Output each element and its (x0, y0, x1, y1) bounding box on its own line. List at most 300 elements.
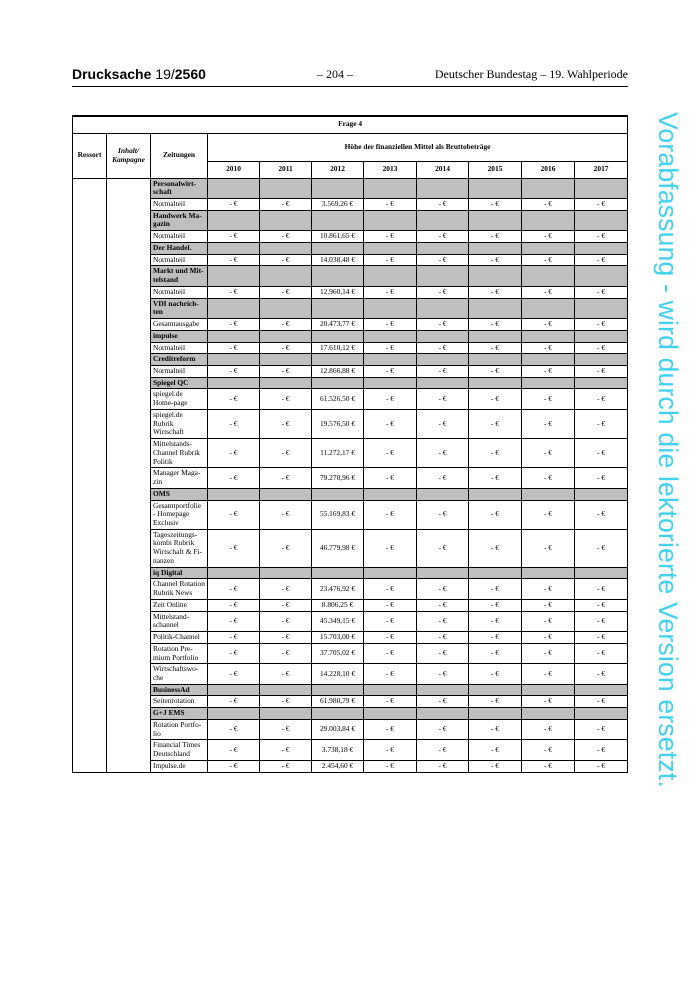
doc-number: 2560 (174, 66, 206, 82)
amount-cell: 3.738,18 € (312, 740, 364, 760)
year-header: 2017 (575, 161, 628, 178)
amount-cell: - € (522, 500, 575, 529)
table-row (73, 198, 628, 210)
amount-cell: 14.038,48 € (312, 254, 364, 266)
amount-cell: - € (364, 579, 417, 599)
group-fill-cell (260, 242, 312, 254)
amount-cell: - € (417, 696, 469, 708)
amount-cell: 37.705,02 € (312, 643, 364, 663)
amount-cell: - € (417, 439, 469, 468)
placement-name: Channel Rotation Rubrik News (151, 579, 208, 599)
amount-cell: - € (260, 579, 312, 599)
outlet-group-row (73, 354, 628, 366)
amount-cell: 29.003,84 € (312, 719, 364, 739)
amount-cell: 61.526,50 € (312, 389, 364, 409)
table-row (73, 365, 628, 377)
group-fill-cell (208, 178, 260, 198)
group-fill-cell (469, 330, 522, 342)
amount-cell: - € (260, 696, 312, 708)
amount-cell: - € (364, 254, 417, 266)
amount-cell: - € (417, 760, 469, 772)
amount-cell: - € (260, 599, 312, 611)
group-fill-cell (364, 266, 417, 286)
year-header: 2015 (469, 161, 522, 178)
table-row (73, 319, 628, 331)
amount-cell: - € (208, 529, 260, 567)
group-fill-cell (469, 266, 522, 286)
amount-cell: - € (575, 500, 628, 529)
amount-cell: - € (469, 500, 522, 529)
table-row (73, 389, 628, 409)
amount-cell: - € (469, 740, 522, 760)
col-inhalt: Inhalt/ Kampagne (107, 133, 151, 178)
group-fill-cell (312, 266, 364, 286)
amount-cell: - € (208, 696, 260, 708)
amount-cell: - € (469, 719, 522, 739)
amount-cell: 55.169,83 € (312, 500, 364, 529)
group-fill-cell (469, 210, 522, 230)
amount-cell: - € (469, 198, 522, 210)
amount-cell: 20.473,77 € (312, 319, 364, 331)
amount-cell: - € (469, 319, 522, 331)
amount-cell: - € (522, 740, 575, 760)
placement-name: Gesamtportfolie - Homepage Exclusiv (151, 500, 208, 529)
placement-name: Mittelstands-Channel Rubrik Politik (151, 439, 208, 468)
document-reference (72, 66, 206, 82)
amount-cell: - € (575, 439, 628, 468)
amount-cell: - € (469, 389, 522, 409)
amount-cell: - € (208, 664, 260, 684)
amount-cell: - € (522, 342, 575, 354)
group-fill-cell (522, 210, 575, 230)
placement-name: Mittelstand-schannel (151, 611, 208, 631)
amount-cell: 45.349,15 € (312, 611, 364, 631)
group-fill-cell (575, 708, 628, 720)
outlet-name: Der Handel. (151, 242, 208, 254)
group-fill-cell (208, 330, 260, 342)
group-fill-cell (208, 298, 260, 318)
amount-cell: - € (260, 409, 312, 438)
placement-name: Normalteil (151, 231, 208, 243)
amount-cell: - € (260, 611, 312, 631)
amount-cell: - € (417, 231, 469, 243)
group-fill-cell (522, 377, 575, 389)
funding-table (72, 115, 628, 773)
year-header: 2011 (260, 161, 312, 178)
group-fill-cell (469, 567, 522, 579)
amount-cell: 11.272,17 € (312, 439, 364, 468)
amount-cell: - € (364, 696, 417, 708)
group-fill-cell (208, 266, 260, 286)
amount-cell: - € (522, 632, 575, 644)
placement-name: Rotation Pre-mium Portfolio (151, 643, 208, 663)
amount-cell: - € (364, 529, 417, 567)
amount-cell: - € (417, 500, 469, 529)
amount-cell: 17.610,12 € (312, 342, 364, 354)
amount-cell: - € (575, 198, 628, 210)
amount-cell: - € (417, 719, 469, 739)
year-header: 2016 (522, 161, 575, 178)
amount-cell: - € (260, 254, 312, 266)
amount-cell: - € (417, 389, 469, 409)
amount-cell: - € (469, 468, 522, 488)
amount-cell: - € (522, 643, 575, 663)
col-zeitungen: Zeitungen (151, 133, 208, 178)
amount-cell: - € (417, 529, 469, 567)
group-fill-cell (260, 266, 312, 286)
group-fill-cell (260, 377, 312, 389)
amount-cell: 79.270,96 € (312, 468, 364, 488)
amount-cell: - € (575, 719, 628, 739)
amount-cell: - € (469, 439, 522, 468)
table-row (73, 500, 628, 529)
outlet-group-row (73, 684, 628, 696)
amount-cell: - € (575, 231, 628, 243)
amount-cell: - € (260, 319, 312, 331)
outlet-group-row (73, 330, 628, 342)
outlet-group-row (73, 377, 628, 389)
amount-cell: - € (522, 664, 575, 684)
group-fill-cell (208, 488, 260, 500)
amount-cell: - € (208, 632, 260, 644)
outlet-group-row (73, 210, 628, 230)
amount-cell: - € (522, 389, 575, 409)
group-fill-cell (312, 567, 364, 579)
table-row (73, 439, 628, 468)
group-fill-cell (364, 377, 417, 389)
amount-cell: - € (260, 286, 312, 298)
outlet-name: impulse (151, 330, 208, 342)
amount-cell: - € (575, 319, 628, 331)
amount-cell: - € (208, 319, 260, 331)
group-fill-cell (469, 242, 522, 254)
table-row (73, 342, 628, 354)
amount-cell: - € (469, 696, 522, 708)
amount-cell: - € (364, 740, 417, 760)
amount-cell: - € (522, 231, 575, 243)
group-fill-cell (312, 210, 364, 230)
table-row (73, 599, 628, 611)
amount-cell: - € (208, 231, 260, 243)
amount-cell: - € (208, 468, 260, 488)
amount-cell: - € (522, 468, 575, 488)
table-row (73, 231, 628, 243)
amount-cell: - € (575, 696, 628, 708)
table-row (73, 643, 628, 663)
group-fill-cell (260, 330, 312, 342)
amount-cell: 8.806,25 € (312, 599, 364, 611)
outlet-group-row (73, 298, 628, 318)
amount-cell: - € (364, 286, 417, 298)
group-fill-cell (364, 178, 417, 198)
amount-cell: - € (208, 365, 260, 377)
amount-cell: - € (364, 468, 417, 488)
amount-cell: - € (522, 719, 575, 739)
question-header: Frage 4 (73, 116, 628, 133)
outlet-name: OMS (151, 488, 208, 500)
amount-cell: - € (417, 599, 469, 611)
inhalt-cell (107, 178, 151, 772)
group-fill-cell (469, 684, 522, 696)
amount-cell: - € (364, 319, 417, 331)
amount-cell: - € (575, 599, 628, 611)
group-fill-cell (364, 488, 417, 500)
group-fill-cell (260, 210, 312, 230)
group-fill-cell (417, 708, 469, 720)
amount-cell: - € (364, 500, 417, 529)
placement-name: Normalteil (151, 286, 208, 298)
institution-period: Deutscher Bundestag – 19. Wahlperiode (434, 67, 628, 81)
placement-name: Gesamtausgabe (151, 319, 208, 331)
group-fill-cell (312, 684, 364, 696)
group-fill-cell (312, 708, 364, 720)
amount-cell: - € (417, 740, 469, 760)
group-fill-cell (522, 330, 575, 342)
placement-name: Normalteil (151, 198, 208, 210)
amount-cell: - € (575, 286, 628, 298)
outlet-group-row (73, 488, 628, 500)
amount-cell: - € (575, 611, 628, 631)
amount-cell: - € (208, 643, 260, 663)
amount-cell: - € (417, 643, 469, 663)
amount-cell: - € (364, 664, 417, 684)
amount-cell: - € (260, 439, 312, 468)
amount-cell: - € (260, 719, 312, 739)
amount-cell: - € (364, 719, 417, 739)
amount-cell: - € (260, 664, 312, 684)
amount-cell: - € (417, 342, 469, 354)
ressort-cell (73, 178, 107, 772)
amount-cell: - € (575, 664, 628, 684)
amount-cell: - € (260, 231, 312, 243)
group-fill-cell (575, 488, 628, 500)
placement-name: Normalteil (151, 254, 208, 266)
outlet-name: G+J EMS (151, 708, 208, 720)
amount-cell: - € (417, 409, 469, 438)
amount-cell: 10.861,65 € (312, 231, 364, 243)
amount-cell: - € (417, 579, 469, 599)
amount-cell: 2.454,60 € (312, 760, 364, 772)
amount-cell: - € (364, 198, 417, 210)
group-fill-cell (260, 567, 312, 579)
amount-cell: - € (575, 632, 628, 644)
col-ressort: Ressort (73, 133, 107, 178)
group-fill-cell (469, 377, 522, 389)
group-fill-cell (417, 242, 469, 254)
group-fill-cell (364, 684, 417, 696)
amount-cell: - € (208, 286, 260, 298)
group-fill-cell (417, 330, 469, 342)
amount-cell: - € (208, 439, 260, 468)
group-fill-cell (417, 354, 469, 366)
placement-name: spiegel.de Home-page (151, 389, 208, 409)
group-fill-cell (522, 567, 575, 579)
amount-cell: - € (575, 760, 628, 772)
table-row (73, 740, 628, 760)
amount-cell: - € (522, 696, 575, 708)
group-fill-cell (417, 377, 469, 389)
group-fill-cell (260, 708, 312, 720)
amount-cell: - € (208, 254, 260, 266)
group-fill-cell (364, 567, 417, 579)
placement-name: Impulse.de (151, 760, 208, 772)
amount-cell: 14.228,10 € (312, 664, 364, 684)
outlet-name: Personalwirt-schaft (151, 178, 208, 198)
group-fill-cell (364, 708, 417, 720)
table-row (73, 719, 628, 739)
group-fill-cell (260, 354, 312, 366)
outlet-group-row (73, 266, 628, 286)
group-fill-cell (417, 298, 469, 318)
amount-cell: - € (575, 468, 628, 488)
amount-cell: - € (260, 500, 312, 529)
table-row (73, 760, 628, 772)
amount-cell: - € (260, 365, 312, 377)
outlet-group-row (73, 178, 628, 198)
group-fill-cell (575, 178, 628, 198)
amount-cell: - € (208, 389, 260, 409)
amount-cell: 3.569,26 € (312, 198, 364, 210)
amount-cell: - € (575, 409, 628, 438)
outlet-name: Spiegel QC (151, 377, 208, 389)
year-header: 2012 (312, 161, 364, 178)
amount-cell: 12.866,88 € (312, 365, 364, 377)
group-fill-cell (208, 684, 260, 696)
amount-cell: - € (469, 632, 522, 644)
amount-cell: - € (417, 254, 469, 266)
amount-cell: - € (469, 643, 522, 663)
amount-cell: - € (260, 198, 312, 210)
amount-cell: - € (260, 760, 312, 772)
group-fill-cell (364, 210, 417, 230)
amount-cell: - € (364, 389, 417, 409)
placement-name: Manager Maga-zin (151, 468, 208, 488)
group-fill-cell (417, 567, 469, 579)
group-fill-cell (575, 684, 628, 696)
amount-cell: - € (469, 664, 522, 684)
amount-cell: - € (260, 529, 312, 567)
amount-cell: - € (469, 342, 522, 354)
amount-cell: - € (469, 365, 522, 377)
placement-name: Normalteil (151, 365, 208, 377)
group-fill-cell (312, 354, 364, 366)
amount-cell: - € (522, 760, 575, 772)
group-fill-cell (575, 567, 628, 579)
group-fill-cell (312, 298, 364, 318)
group-fill-cell (575, 266, 628, 286)
placement-name: Financial Times Deutschland (151, 740, 208, 760)
outlet-group-row (73, 567, 628, 579)
placement-name: spiegel.de Rubrik Wirtschaft (151, 409, 208, 438)
amount-cell: 23.476,92 € (312, 579, 364, 599)
amount-cell: - € (469, 579, 522, 599)
table-row (73, 696, 628, 708)
placement-name: Seitenrotation (151, 696, 208, 708)
group-fill-cell (364, 330, 417, 342)
group-fill-cell (522, 708, 575, 720)
placement-name: Politik-Channel (151, 632, 208, 644)
amount-cell: 46.779,98 € (312, 529, 364, 567)
group-fill-cell (522, 684, 575, 696)
group-fill-cell (208, 377, 260, 389)
group-fill-cell (260, 684, 312, 696)
amount-cell: - € (208, 409, 260, 438)
group-fill-cell (364, 242, 417, 254)
amount-cell: - € (469, 760, 522, 772)
amount-cell: - € (208, 198, 260, 210)
group-fill-cell (260, 488, 312, 500)
amount-cell: - € (364, 342, 417, 354)
amount-cell: - € (417, 468, 469, 488)
amount-cell: - € (522, 529, 575, 567)
amount-cell: - € (469, 599, 522, 611)
amount-cell: - € (522, 599, 575, 611)
group-fill-cell (575, 354, 628, 366)
placement-name: Rotation Portfo-lio (151, 719, 208, 739)
amount-cell: - € (364, 365, 417, 377)
outlet-name: iq Digital (151, 567, 208, 579)
amount-cell: - € (469, 231, 522, 243)
group-fill-cell (575, 330, 628, 342)
amount-cell: - € (522, 254, 575, 266)
group-fill-cell (208, 567, 260, 579)
group-fill-cell (208, 708, 260, 720)
amount-cell: - € (469, 286, 522, 298)
table-row (73, 254, 628, 266)
amount-cell: - € (364, 231, 417, 243)
amount-cell: - € (260, 468, 312, 488)
group-fill-cell (312, 488, 364, 500)
group-fill-cell (364, 354, 417, 366)
group-fill-cell (417, 178, 469, 198)
group-fill-cell (312, 242, 364, 254)
amount-cell: - € (417, 286, 469, 298)
group-fill-cell (575, 242, 628, 254)
amount-cell: - € (417, 664, 469, 684)
col-amounts: Höhe der finanziellen Mittel als Bruttobeträge (208, 133, 628, 161)
table-row (73, 529, 628, 567)
group-fill-cell (364, 298, 417, 318)
group-fill-cell (417, 488, 469, 500)
group-fill-cell (312, 377, 364, 389)
group-fill-cell (312, 178, 364, 198)
table-row (73, 409, 628, 438)
amount-cell: - € (575, 254, 628, 266)
amount-cell: - € (208, 500, 260, 529)
group-fill-cell (522, 488, 575, 500)
year-header: 2014 (417, 161, 469, 178)
amount-cell: - € (208, 760, 260, 772)
placement-name: Tageszeitungs-kombi Rubrik Wirtschaft & Fi-nanzen (151, 529, 208, 567)
table-row (73, 579, 628, 599)
amount-cell: - € (575, 389, 628, 409)
table-row (73, 664, 628, 684)
amount-cell: - € (469, 529, 522, 567)
group-fill-cell (522, 266, 575, 286)
amount-cell: - € (575, 342, 628, 354)
amount-cell: - € (575, 740, 628, 760)
group-fill-cell (208, 242, 260, 254)
amount-cell: - € (260, 643, 312, 663)
group-fill-cell (469, 298, 522, 318)
amount-cell: - € (417, 198, 469, 210)
amount-cell: - € (575, 529, 628, 567)
amount-cell: - € (522, 198, 575, 210)
amount-cell: - € (575, 579, 628, 599)
amount-cell: - € (208, 740, 260, 760)
group-fill-cell (522, 242, 575, 254)
amount-cell: - € (364, 439, 417, 468)
